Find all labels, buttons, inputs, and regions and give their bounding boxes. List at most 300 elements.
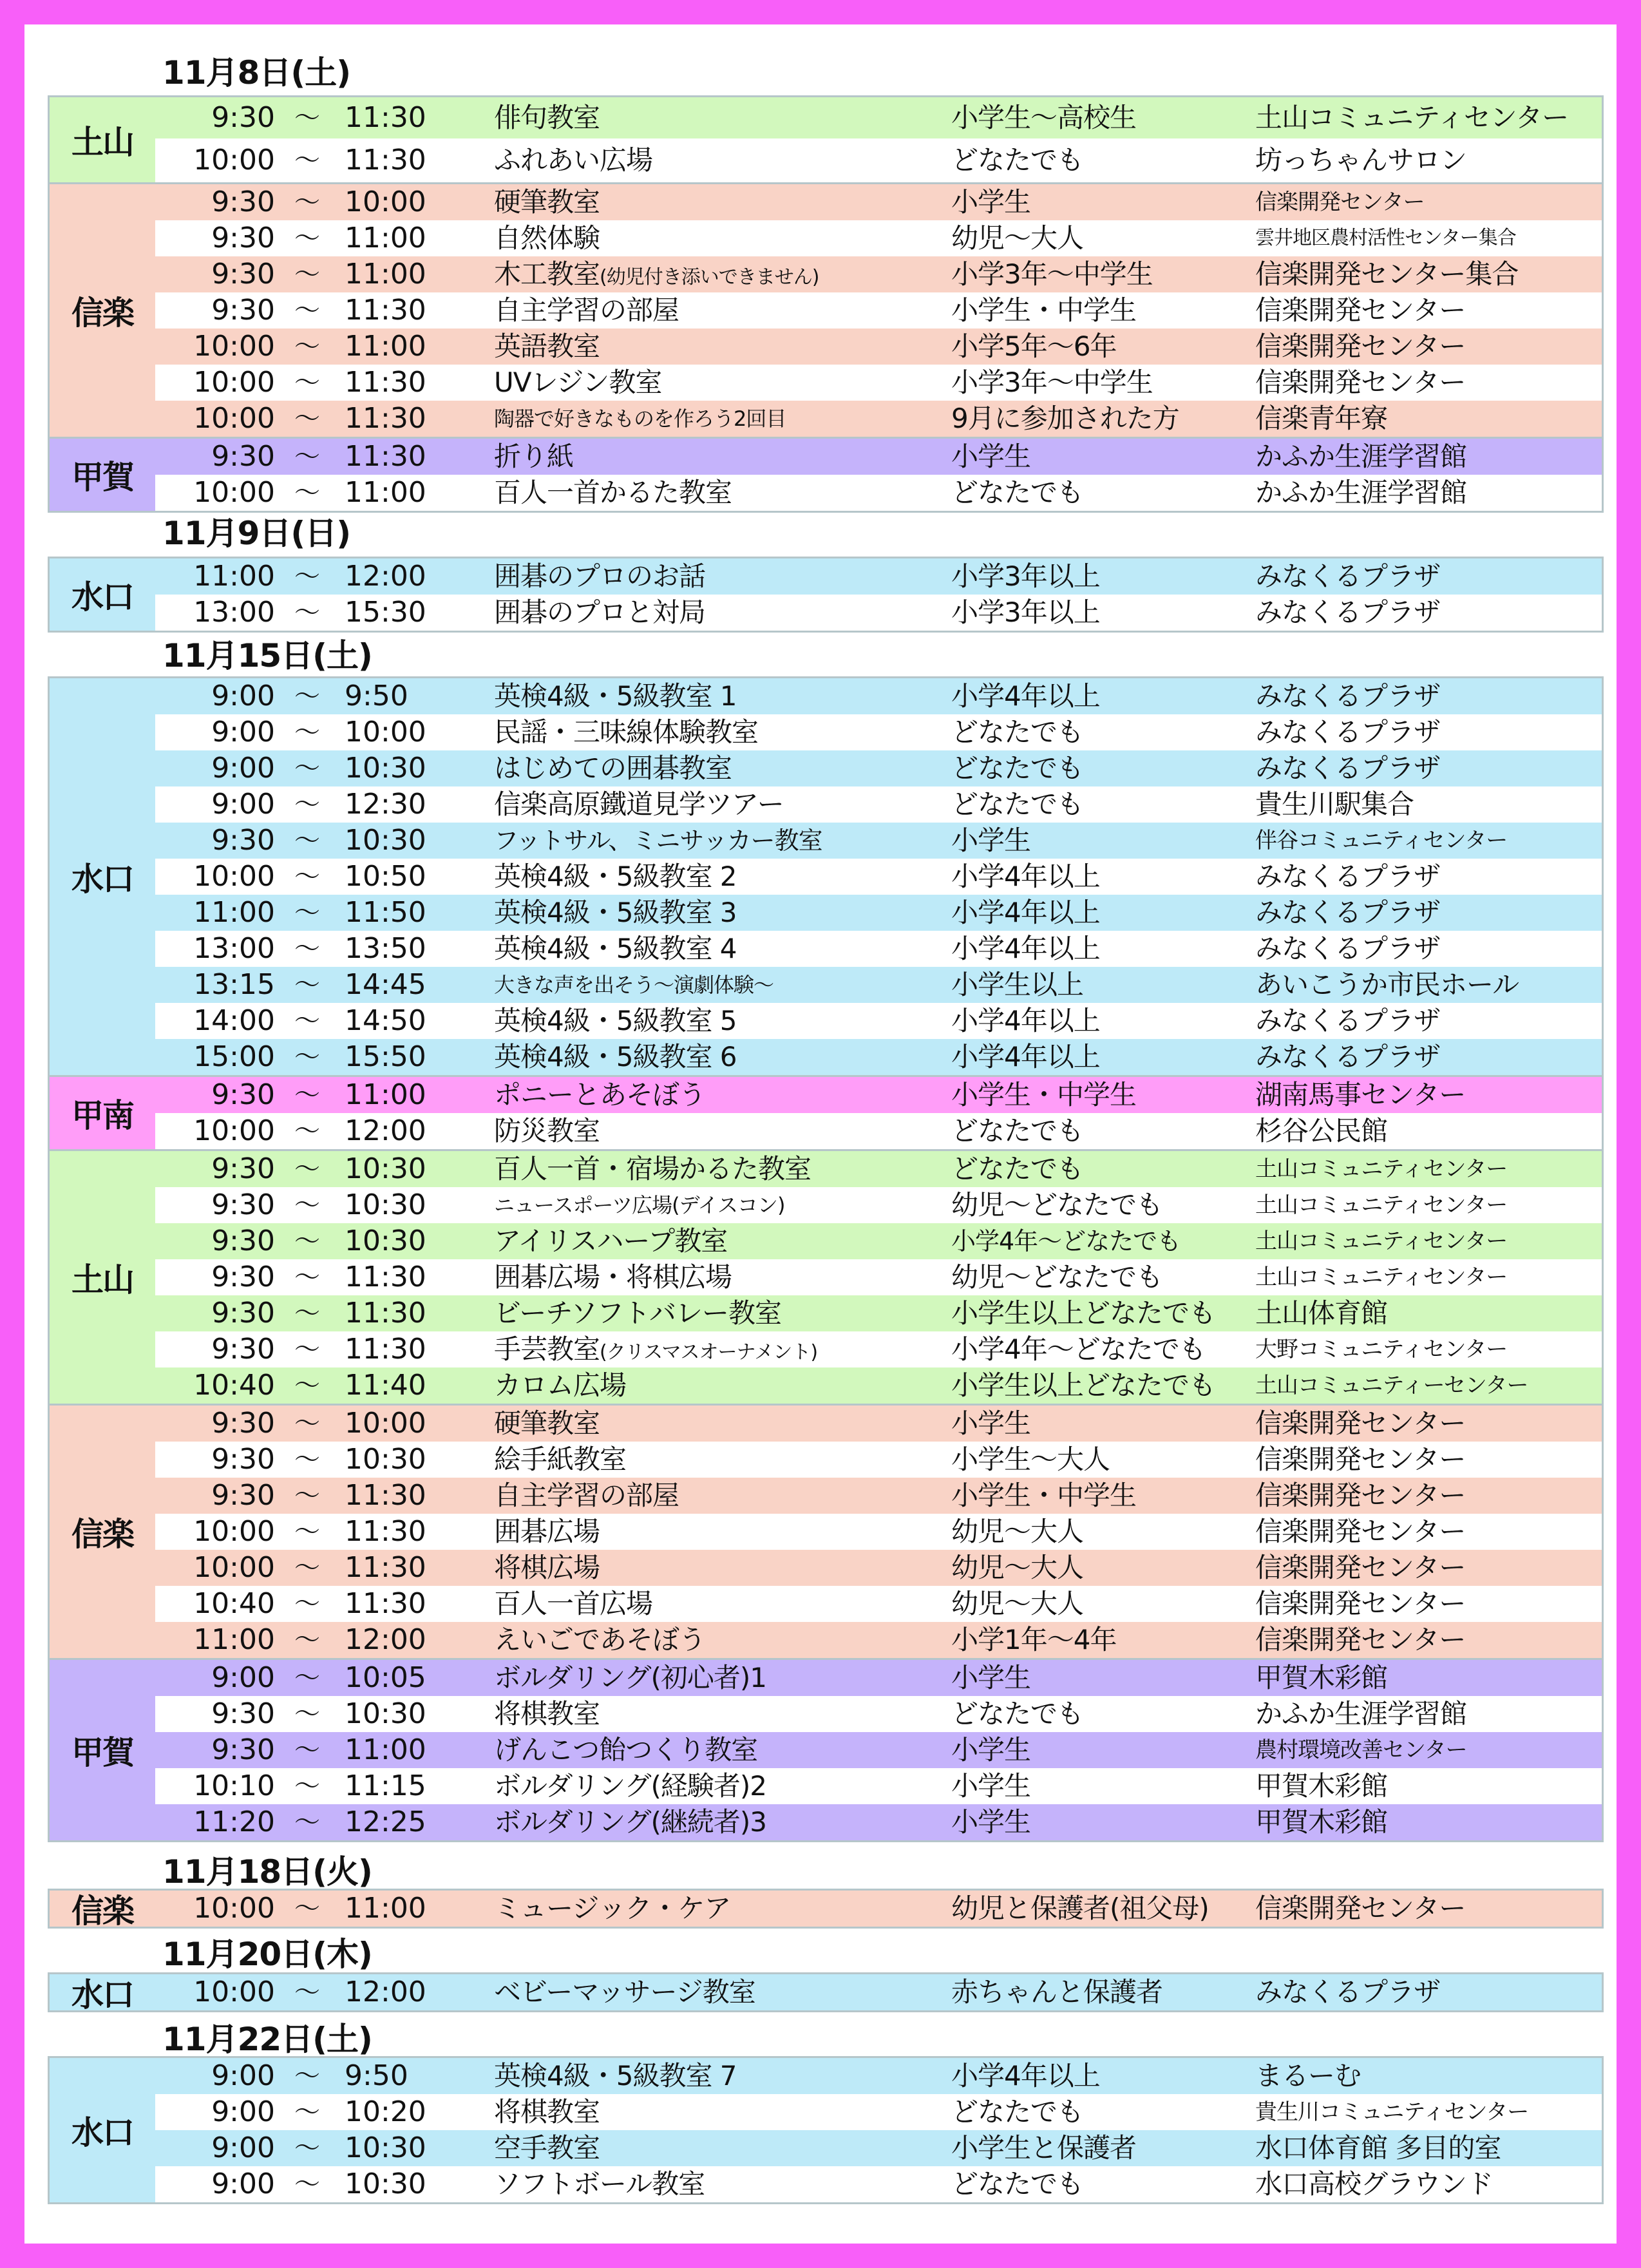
start-time: 9:00 [211, 752, 275, 785]
start-time: 10:00 [193, 860, 275, 893]
start-time: 10:00 [193, 1551, 275, 1584]
end-time: 11:00 [345, 222, 426, 254]
start-time: 10:00 [193, 330, 275, 363]
activity-name [494, 1442, 626, 1478]
activity-name [494, 1295, 781, 1331]
activity-title: 英検4級・5級教室 3 [494, 897, 737, 928]
end-time: 11:30 [345, 294, 426, 327]
location: 信楽開発センター [1255, 367, 1466, 398]
activity-name [494, 1331, 817, 1367]
time-separator: ～ [294, 1080, 320, 1110]
location: 信楽開発センター [1255, 189, 1425, 215]
activity-name [494, 329, 600, 365]
location: みなくるプラザ [1255, 680, 1441, 712]
target-audience: 小学4年以上 [951, 2060, 1100, 2092]
target-audience: 幼児～大人 [951, 1588, 1084, 1619]
location: 信楽開発センター [1255, 1444, 1466, 1475]
event-row [50, 1442, 1602, 1478]
time-separator: ～ [294, 562, 320, 591]
activity-name [494, 1768, 766, 1804]
event-row [50, 1891, 1602, 1930]
location: みなくるプラザ [1255, 716, 1441, 748]
region-label: 甲南 [71, 1097, 133, 1134]
activity-title: ボルダリング(経験者)2 [494, 1770, 766, 1802]
activity-name [494, 2166, 705, 2202]
activity-title: フットサル、ミニサッカー教室 [494, 826, 822, 855]
end-time: 11:50 [345, 896, 426, 929]
activity-title: ボルダリング(初心者)1 [494, 1662, 766, 1693]
end-time: 10:00 [345, 716, 426, 748]
region-group-shigaraki [50, 182, 1602, 437]
target-audience: 小学4年以上 [951, 1005, 1100, 1036]
end-time: 10:30 [345, 1188, 426, 1221]
target-audience: 小学4年～どなたでも [951, 1333, 1206, 1365]
end-time: 14:45 [345, 968, 426, 1001]
start-time: 10:00 [193, 1976, 275, 2008]
end-time: 10:20 [345, 2095, 426, 2128]
activity-title: アイリスハープ教室 [494, 1225, 728, 1257]
activity-name [494, 97, 600, 138]
activity-title: 英語教室 [494, 330, 600, 362]
activity-title: 自主学習の部屋 [494, 294, 679, 326]
location: みなくるプラザ [1255, 933, 1441, 964]
activity-name [494, 1223, 727, 1259]
start-time: 10:00 [193, 1515, 275, 1548]
activity-name [494, 1151, 811, 1187]
location: 信楽開発センター [1255, 1588, 1466, 1619]
activity-name [494, 220, 600, 256]
end-time: 12:25 [345, 1806, 426, 1838]
time-separator: ～ [294, 1371, 320, 1400]
activity-title: 硬筆教室 [494, 186, 600, 218]
activity-title: ミュージック・ケア [494, 1892, 731, 1924]
date-header: 11月18日(火) [162, 1853, 372, 1891]
activity-name [494, 931, 737, 967]
start-time: 10:40 [193, 1369, 275, 1402]
event-row [50, 1974, 1602, 2014]
end-time: 14:50 [345, 1004, 426, 1037]
activity-title: 自主学習の部屋 [494, 1480, 679, 1511]
event-row [50, 931, 1602, 967]
time-separator: ～ [294, 1771, 320, 1801]
location: 水口体育館 多目的室 [1255, 2132, 1501, 2164]
location: みなくるプラザ [1255, 560, 1441, 592]
target-audience: 幼児～大人 [951, 1552, 1084, 1583]
start-time: 9:30 [211, 186, 275, 218]
region-label: 土山 [71, 1261, 133, 1299]
time-separator: ～ [294, 404, 320, 434]
target-audience: どなたでも [951, 1115, 1084, 1147]
end-time: 11:30 [345, 1551, 426, 1584]
time-separator: ～ [294, 754, 320, 783]
activity-title: 英検4級・5級教室 5 [494, 1005, 737, 1036]
region-group-shigaraki [50, 1404, 1602, 1658]
activity-title: ソフトボール教室 [494, 2168, 705, 2200]
end-time: 9:50 [345, 2059, 408, 2092]
start-time: 9:30 [211, 1188, 275, 1221]
location: 土山コミュニティセンター [1255, 1156, 1508, 1182]
start-time: 9:30 [211, 824, 275, 857]
start-time: 9:00 [211, 2168, 275, 2200]
time-separator: ～ [294, 2097, 320, 2127]
event-row [50, 475, 1602, 511]
activity-title: ポニーとあそぼう [494, 1079, 706, 1110]
target-audience: 小学4年以上 [951, 680, 1100, 712]
date-header: 11月9日(日) [162, 515, 351, 552]
event-row [50, 786, 1602, 823]
activity-title: 囲碁のプロと対局 [494, 596, 706, 628]
target-audience: どなたでも [951, 144, 1084, 176]
activity-title: 自然体験 [494, 222, 600, 254]
activity-name [494, 292, 679, 329]
activity-title: ベビーマッサージ教室 [494, 1976, 755, 2008]
end-time: 10:50 [345, 860, 426, 893]
target-audience: 小学生以上 [951, 969, 1084, 1000]
end-time: 11:00 [345, 1892, 426, 1925]
target-audience: 小学3年～中学生 [951, 258, 1153, 290]
end-time: 11:30 [345, 366, 426, 399]
activity-name [494, 1077, 705, 1113]
start-time: 10:00 [193, 1114, 275, 1147]
event-row [50, 714, 1602, 750]
time-separator: ～ [294, 2169, 320, 2199]
time-separator: ～ [294, 970, 320, 1000]
time-separator: ～ [294, 1409, 320, 1438]
time-separator: ～ [294, 1263, 320, 1292]
event-row [50, 1768, 1602, 1804]
event-row [50, 329, 1602, 365]
activity-name [494, 1660, 766, 1696]
event-row [50, 2130, 1602, 2166]
date-header: 11月22日(土) [162, 2021, 372, 2058]
target-audience: 幼児～どなたでも [951, 1189, 1163, 1221]
activity-title: 英検4級・5級教室 6 [494, 1041, 737, 1072]
event-row [50, 1622, 1602, 1658]
event-row [50, 558, 1602, 595]
end-time: 11:00 [345, 330, 426, 363]
event-row [50, 1367, 1602, 1404]
activity-title: 信楽高原鐵道見学ツアー [494, 788, 784, 820]
activity-title: 百人一首広場 [494, 1588, 653, 1619]
location: かふか生涯学習館 [1255, 1698, 1467, 1730]
end-time: 12:00 [345, 1976, 426, 2008]
time-separator: ～ [294, 224, 320, 253]
event-row [50, 823, 1602, 859]
activity-note: (幼児付き添いできません) [600, 266, 819, 289]
end-time: 15:50 [345, 1040, 426, 1073]
target-audience: 小学4年以上 [951, 933, 1100, 964]
target-audience: 小学生 [951, 441, 1031, 472]
start-time: 9:30 [211, 1407, 275, 1440]
time-separator: ～ [294, 332, 320, 361]
region-label: 甲賀 [71, 1734, 133, 1771]
end-time: 11:30 [345, 1587, 426, 1620]
target-audience: どなたでも [951, 1153, 1084, 1185]
event-row [50, 1514, 1602, 1550]
location: かふか生涯学習館 [1255, 477, 1467, 508]
event-row [50, 595, 1602, 631]
activity-name [494, 1003, 737, 1039]
activity-title: 将棋教室 [494, 1698, 600, 1730]
start-time: 9:00 [211, 716, 275, 748]
event-row [50, 1151, 1602, 1187]
end-time: 11:30 [345, 1261, 426, 1293]
activity-name [494, 1974, 755, 2010]
end-time: 11:00 [345, 476, 426, 509]
activity-title: 木工教室 [494, 258, 600, 290]
end-time: 9:50 [345, 680, 408, 712]
location: 信楽開発センター集合 [1255, 258, 1519, 290]
activity-name [494, 1039, 737, 1075]
end-time: 11:00 [345, 1078, 426, 1111]
time-separator: ～ [294, 2133, 320, 2163]
time-separator: ～ [294, 1299, 320, 1328]
target-audience: どなたでも [951, 2168, 1084, 2200]
target-audience: 小学4年以上 [951, 861, 1100, 892]
event-row [50, 1696, 1602, 1732]
location: 土山コミュニティセンター [1255, 1228, 1508, 1254]
end-time: 13:50 [345, 932, 426, 965]
target-audience: 小学1年～4年 [951, 1624, 1117, 1655]
location: 信楽開発センター [1255, 1516, 1466, 1547]
target-audience: 小学5年～6年 [951, 330, 1117, 362]
region-label: 信楽 [71, 1892, 133, 1930]
start-time: 14:00 [193, 1004, 275, 1037]
event-row [50, 292, 1602, 329]
start-time: 11:20 [193, 1806, 275, 1838]
end-time: 12:30 [345, 788, 426, 821]
time-separator: ～ [294, 1553, 320, 1583]
location: まるーむ [1255, 2060, 1361, 2092]
start-time: 9:30 [211, 1078, 275, 1111]
time-separator: ～ [294, 1894, 320, 1923]
target-audience: 小学4年～どなたでも [951, 1227, 1181, 1255]
event-row [50, 1039, 1602, 1075]
activity-name [494, 1804, 766, 1840]
end-time: 10:00 [345, 186, 426, 218]
end-time: 11:30 [345, 101, 426, 134]
time-separator: ～ [294, 1589, 320, 1619]
region-group-tsuchiyama [50, 1149, 1602, 1404]
time-separator: ～ [294, 1625, 320, 1655]
location: 土山コミュニティーセンター [1255, 1373, 1528, 1398]
event-row [50, 859, 1602, 895]
start-time: 9:00 [211, 680, 275, 712]
time-separator: ～ [294, 934, 320, 964]
time-separator: ～ [294, 1154, 320, 1184]
activity-title: 百人一首・宿場かるた教室 [494, 1153, 811, 1185]
start-time: 9:30 [211, 1297, 275, 1329]
start-time: 9:30 [211, 101, 275, 134]
start-time: 9:30 [211, 1152, 275, 1185]
start-time: 9:30 [211, 1225, 275, 1257]
activity-name [494, 859, 737, 895]
time-separator: ～ [294, 1335, 320, 1364]
activity-name [494, 1732, 757, 1768]
time-separator: ～ [294, 681, 320, 711]
target-audience: どなたでも [951, 1698, 1084, 1730]
start-time: 11:00 [193, 1623, 275, 1656]
event-row [50, 1223, 1602, 1259]
activity-name [494, 750, 732, 786]
day-schedule-table [48, 1972, 1604, 2012]
event-row [50, 439, 1602, 475]
date-header: 11月15日(土) [162, 637, 372, 674]
activity-name [494, 714, 758, 750]
day-schedule-table [48, 676, 1604, 1842]
start-time: 9:00 [211, 2059, 275, 2092]
time-separator: ～ [294, 442, 320, 472]
day-schedule-table [48, 95, 1604, 513]
location: 坊っちゃんサロン [1255, 144, 1467, 176]
activity-title: UVレジン教室 [494, 367, 662, 398]
start-time: 13:00 [193, 596, 275, 629]
target-audience: 小学3年以上 [951, 596, 1100, 628]
activity-title: えいごであそぼう [494, 1624, 706, 1655]
end-time: 11:30 [345, 402, 426, 435]
start-time: 11:00 [193, 560, 275, 593]
time-separator: ～ [294, 296, 320, 325]
date-header: 11月8日(土) [162, 54, 351, 91]
activity-name [494, 1187, 785, 1223]
start-time: 10:00 [193, 144, 275, 176]
location: 信楽開発センター [1255, 1480, 1466, 1511]
region-label: 信楽 [71, 294, 133, 332]
location: 大野コミュニティセンター [1255, 1337, 1508, 1362]
activity-name [494, 1622, 705, 1658]
location: みなくるプラザ [1255, 1041, 1441, 1072]
end-time: 11:00 [345, 1733, 426, 1766]
event-row [50, 2166, 1602, 2202]
target-audience: 小学3年以上 [951, 560, 1100, 592]
region-group-koka [50, 1658, 1602, 1840]
start-time: 9:30 [211, 1479, 275, 1512]
event-row [50, 1295, 1602, 1331]
end-time: 10:00 [345, 1407, 426, 1440]
target-audience: 小学生以上どなたでも [951, 1297, 1216, 1329]
activity-title: 囲碁のプロのお話 [494, 560, 706, 592]
target-audience: 小学生 [951, 186, 1031, 218]
time-separator: ～ [294, 1006, 320, 1036]
target-audience: どなたでも [951, 716, 1084, 748]
end-time: 11:30 [345, 144, 426, 176]
activity-name [494, 895, 737, 931]
location: 貴生川コミュニティセンター [1255, 2099, 1529, 2125]
time-separator: ～ [294, 1977, 320, 2007]
time-separator: ～ [294, 598, 320, 627]
start-time: 9:30 [211, 1733, 275, 1766]
time-separator: ～ [294, 1481, 320, 1510]
start-time: 9:30 [211, 1333, 275, 1366]
event-row [50, 1586, 1602, 1622]
location: あいこうか市民ホール [1255, 969, 1519, 1000]
time-separator: ～ [294, 146, 320, 175]
start-time: 9:00 [211, 2131, 275, 2164]
target-audience: 小学生 [951, 1770, 1031, 1802]
time-separator: ～ [294, 1517, 320, 1547]
start-time: 9:00 [211, 2095, 275, 2128]
location: 土山コミュニティセンター [1255, 1264, 1508, 1290]
activity-title: カロム広場 [494, 1369, 627, 1401]
time-separator: ～ [294, 1663, 320, 1693]
activity-note: (クリスマスオーナメント) [600, 1341, 818, 1364]
event-row [50, 1003, 1602, 1039]
end-time: 12:00 [345, 1623, 426, 1656]
time-separator: ～ [294, 862, 320, 891]
target-audience: 小学生 [951, 824, 1031, 856]
region-group-konan [50, 1075, 1602, 1149]
time-separator: ～ [294, 1226, 320, 1256]
location: 信楽開発センター [1255, 330, 1466, 362]
target-audience: 小学生・中学生 [951, 1079, 1137, 1110]
end-time: 12:00 [345, 1114, 426, 1147]
event-row [50, 220, 1602, 256]
location: 水口高校グラウンド [1255, 2168, 1494, 2200]
activity-name [494, 786, 784, 823]
start-time: 9:00 [211, 788, 275, 821]
activity-title: 将棋教室 [494, 2096, 600, 2128]
event-row [50, 1478, 1602, 1514]
activity-name [494, 823, 822, 859]
activity-name [494, 1891, 730, 1927]
target-audience: 幼児～大人 [951, 222, 1084, 254]
end-time: 11:15 [345, 1769, 426, 1802]
target-audience: どなたでも [951, 788, 1084, 820]
location: 甲賀木彩館 [1255, 1806, 1388, 1838]
location: 貴生川駅集合 [1255, 788, 1414, 820]
time-separator: ～ [294, 1699, 320, 1729]
event-row [50, 678, 1602, 714]
target-audience: 小学4年以上 [951, 1041, 1100, 1072]
region-label: 水口 [71, 578, 133, 616]
target-audience: 小学生 [951, 1734, 1031, 1766]
end-time: 10:30 [345, 1697, 426, 1730]
activity-title: 囲碁広場 [494, 1516, 600, 1547]
time-separator: ～ [294, 898, 320, 928]
start-time: 10:00 [193, 476, 275, 509]
activity-name [494, 138, 652, 182]
start-time: 13:15 [193, 968, 275, 1001]
event-row [50, 138, 1602, 182]
end-time: 15:30 [345, 596, 426, 629]
event-row [50, 1187, 1602, 1223]
day-schedule-table [48, 1889, 1604, 1929]
activity-title: 英検4級・5級教室 1 [494, 680, 737, 712]
location: 甲賀木彩館 [1255, 1770, 1388, 1802]
end-time: 10:30 [345, 1225, 426, 1257]
end-time: 10:30 [345, 2131, 426, 2164]
activity-title: 英検4級・5級教室 2 [494, 861, 737, 892]
activity-title: ふれあい広場 [494, 144, 653, 176]
location: 信楽青年寮 [1255, 403, 1388, 434]
time-separator: ～ [294, 478, 320, 508]
region-label: 水口 [71, 1976, 133, 2014]
activity-title: ボルダリング(継続者)3 [494, 1806, 766, 1838]
activity-title: 俳句教室 [494, 102, 600, 133]
location: みなくるプラザ [1255, 861, 1441, 892]
target-audience: 小学3年～中学生 [951, 367, 1153, 398]
activity-title: 陶器で好きなものを作ろう2回目 [494, 406, 786, 431]
time-separator: ～ [294, 826, 320, 855]
activity-title: 将棋広場 [494, 1552, 600, 1583]
event-row [50, 2094, 1602, 2130]
activity-title: 絵手紙教室 [494, 1444, 627, 1475]
end-time: 11:40 [345, 1369, 426, 1402]
end-time: 11:30 [345, 1333, 426, 1366]
event-row [50, 1077, 1602, 1113]
location: 信楽開発センター [1255, 1892, 1466, 1924]
target-audience: 小学生と保護者 [951, 2132, 1137, 2164]
